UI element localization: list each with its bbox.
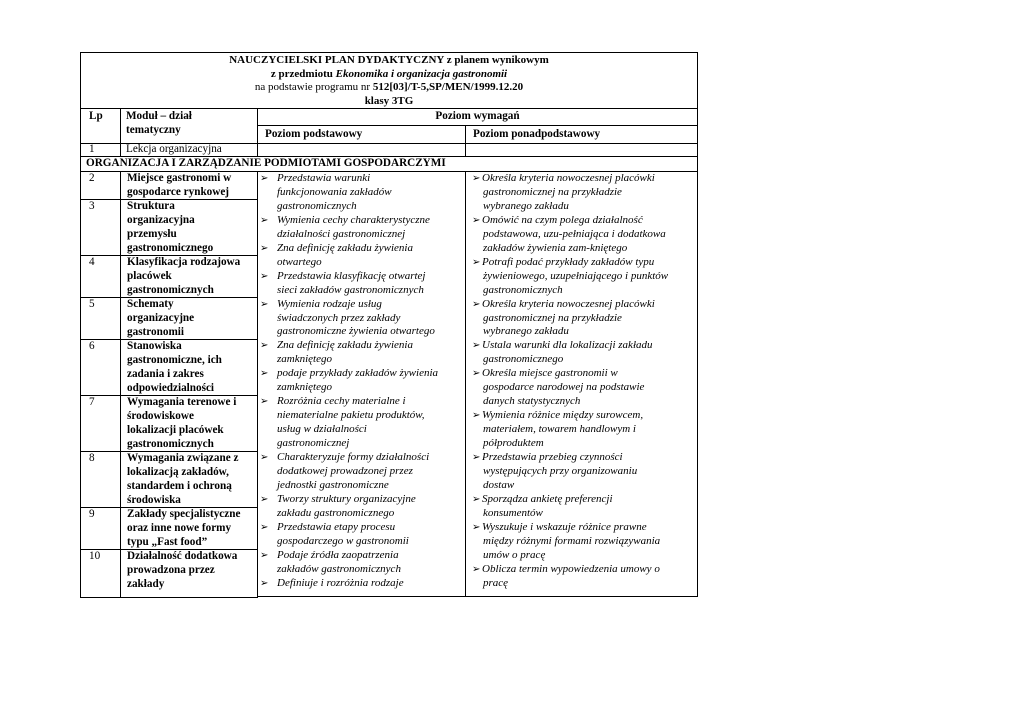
topic-lp-cell <box>80 199 121 256</box>
topic-lp: 9 <box>89 508 95 520</box>
bullet-arrow-icon: ➢ <box>260 368 269 380</box>
requirement-line: Określa kryteria nowoczesnej placówki <box>482 172 655 184</box>
topic-title-line: Wymagania terenowe i <box>127 396 237 408</box>
requirement-line: pracę <box>483 576 509 589</box>
requirement-line: podstawowa, uzu-pełniająca i dodatkowa <box>483 227 666 240</box>
requirement-line: Wymienia różnice między surowcem, <box>482 409 644 422</box>
requirement-line: Sporządza ankietę preferencji <box>482 492 613 505</box>
topic-title-line: gastronomicznych <box>127 284 214 296</box>
topic-title-cell <box>120 297 258 340</box>
basic-requirements-cell <box>257 171 466 597</box>
topic-title-cell <box>120 255 258 298</box>
requirement-line: gastronomicznych <box>277 199 357 212</box>
advanced-level-header-cell <box>465 125 698 144</box>
topic-title-line: oraz inne nowe formy <box>127 522 232 534</box>
requirement-line: umów o pracę <box>483 548 546 561</box>
requirement-line: działalności gastronomicznej <box>277 227 406 240</box>
topic-lp: 10 <box>89 550 101 562</box>
bullet-arrow-icon: ➢ <box>472 214 481 226</box>
requirement-line: Charakteryzuje formy działalności <box>277 451 430 463</box>
row1-title: Lekcja organizacyjna <box>126 143 222 155</box>
plan-title: NAUCZYCIELSKI PLAN DYDAKTYCZNY z planem wynikowym <box>229 54 549 66</box>
advanced-level-header: Poziom ponadpodstawowy <box>473 128 601 140</box>
topic-title-line: gastronomicznych <box>127 438 214 450</box>
requirement-line: konsumentów <box>483 506 543 519</box>
topic-lp: 5 <box>89 298 95 310</box>
bullet-arrow-icon: ➢ <box>472 298 481 310</box>
requirement-line: półproduktem <box>483 437 544 450</box>
topic-title-line: Działalność dodatkowa <box>127 550 238 562</box>
requirement-line: Przedstawia warunki <box>277 172 371 184</box>
topic-title-cell <box>120 451 258 508</box>
topic-lp-cell <box>80 451 121 508</box>
requirement-line: wybranego zakładu <box>483 325 569 338</box>
bullet-arrow-icon: ➢ <box>260 577 269 589</box>
topic-lp: 8 <box>89 452 95 464</box>
document-header <box>80 52 698 109</box>
bullet-arrow-icon: ➢ <box>260 549 269 561</box>
topic-title-line: gastronomicznego <box>127 242 214 254</box>
topic-title-cell <box>120 395 258 452</box>
bullet-arrow-icon: ➢ <box>472 563 481 575</box>
requirement-line: gastronomicznej na przykładzie <box>483 185 622 198</box>
topic-title-line: środowiska <box>127 494 181 506</box>
bullet-arrow-icon: ➢ <box>472 256 481 268</box>
requirement-line: świadczonych przez zakłady <box>277 311 401 324</box>
requirement-line: Wyszukuje i wskazuje różnice prawne <box>482 520 647 533</box>
bullet-arrow-icon: ➢ <box>260 173 269 184</box>
topic-title-cell <box>120 199 258 256</box>
bullet-arrow-icon: ➢ <box>260 340 269 352</box>
topic-title-line: prowadzona przez <box>127 564 215 576</box>
requirement-line: Określa kryteria nowoczesnej placówki <box>482 297 655 310</box>
requirement-line: Oblicza termin wypowiedzenia umowy o <box>482 562 660 575</box>
bullet-arrow-icon: ➢ <box>472 340 481 352</box>
topic-lp-cell <box>80 549 121 598</box>
requirement-line: gastronomicznej <box>277 437 350 450</box>
bullet-arrow-icon: ➢ <box>260 452 269 463</box>
requirement-line: Podaje źródła zaopatrzenia <box>277 548 399 561</box>
requirement-line: Rozróżnia cechy materialne i <box>277 395 406 408</box>
requirement-line: Potrafi podać przykłady zakładów typu <box>482 255 655 268</box>
bullet-arrow-icon: ➢ <box>472 368 481 380</box>
requirement-line: dodatkowej prowadzonej przez <box>277 464 413 477</box>
topic-title-line: odpowiedzialności <box>127 382 215 394</box>
basic-level-header: Poziom podstawowy <box>265 128 363 140</box>
topic-title-line: Stanowiska <box>127 340 182 352</box>
topic-lp: 2 <box>89 172 95 184</box>
topic-title-cell <box>120 339 258 396</box>
requirement-line: podaje przykłady zakładów żywienia <box>277 367 439 380</box>
requirement-line: zamkniętego <box>277 381 332 394</box>
requirement-line: zamkniętego <box>277 353 332 366</box>
requirement-line: Zna definicję zakładu żywienia <box>277 241 413 254</box>
requirement-line: Tworzy struktury organizacyjne <box>277 492 416 505</box>
lp-header-cell <box>80 108 121 144</box>
requirement-line: Przedstawia etapy procesu <box>277 520 396 533</box>
program-number: 512[03]/T-5,SP/MEN/1999.12.20 <box>372 81 524 93</box>
requirement-line: Przedstawia klasyfikację otwartej <box>277 269 426 282</box>
topic-title-line: Wymagania związane z <box>127 452 239 464</box>
requirement-line: między różnymi formami rozwiązywania <box>483 534 661 547</box>
module-header-line2: tematyczny <box>126 124 181 136</box>
requirement-line: Definiuje i rozróżnia rodzaje <box>277 576 404 589</box>
topic-lp: 4 <box>89 256 95 268</box>
requirement-line: gastronomicznej na przykładzie <box>483 311 622 324</box>
requirement-line: zakładu gastronomicznego <box>277 506 395 519</box>
section-title: ORGANIZACJA I ZARZĄDZANIE PODMIOTAMI GOSPODARCZYMI <box>86 157 446 169</box>
topic-lp: 6 <box>89 340 95 352</box>
topic-lp: 7 <box>89 396 95 408</box>
requirement-line: Zna definicję zakładu żywienia <box>277 339 413 352</box>
requirement-line: wybranego zakładu <box>483 199 569 212</box>
requirement-line: funkcjonowania zakładów <box>277 185 392 198</box>
topic-title-line: organizacyjna <box>127 214 195 226</box>
requirement-line: Wymienia rodzaje usług <box>277 297 382 310</box>
requirement-line: gastronomicznych <box>483 283 563 296</box>
topic-title-line: przemysłu <box>127 228 177 240</box>
requirement-line: gastronomiczne żywienia otwartego <box>277 325 435 338</box>
bullet-arrow-icon: ➢ <box>260 270 269 282</box>
topic-title-line: lokalizacją zakładów, <box>127 466 229 478</box>
advanced-requirements-cell <box>465 171 698 597</box>
topic-title-line: placówek <box>127 270 172 282</box>
topic-title-line: Zakłady specjalistyczne <box>127 508 241 520</box>
requirement-line: otwartego <box>277 255 322 268</box>
bullet-arrow-icon: ➢ <box>260 298 269 310</box>
requirement-line: gastronomicznego <box>483 353 564 366</box>
module-header-line1: Moduł – dział <box>126 110 192 122</box>
bullet-arrow-icon: ➢ <box>260 396 269 408</box>
requirement-line: jednostki gastronomiczne <box>277 478 389 491</box>
row1-title-cell <box>120 143 258 157</box>
topic-lp-cell <box>80 171 121 200</box>
section-title-cell <box>80 156 698 172</box>
topic-title-line: Struktura <box>127 200 175 212</box>
bullet-arrow-icon: ➢ <box>260 242 269 254</box>
requirement-line: gospodarce narodowej na podstawie <box>483 381 645 394</box>
topic-lp-cell <box>80 395 121 452</box>
requirement-line: występujących przy organizowaniu <box>483 464 638 477</box>
topic-lp-cell <box>80 339 121 396</box>
topic-lp-cell <box>80 297 121 340</box>
topic-title-line: Schematy <box>127 298 174 310</box>
requirements-header: Poziom wymagań <box>435 110 520 122</box>
topic-title-cell <box>120 171 258 200</box>
topic-title-line: środowiskowe <box>127 410 194 422</box>
class-label: klasy 3TG <box>364 94 414 107</box>
bullet-arrow-icon: ➢ <box>260 214 269 226</box>
requirement-line: materiałem, towarem handlowym i <box>483 423 636 436</box>
topic-lp-cell <box>80 507 121 550</box>
topic-title-line: lokalizacji placówek <box>127 424 224 436</box>
topic-title-line: Klasyfikacja rodzajowa <box>127 256 241 268</box>
requirement-line: Przedstawia przebieg czynności <box>482 451 623 463</box>
row1-lp-cell <box>80 143 121 157</box>
topic-title-line: zakłady <box>127 578 165 590</box>
requirement-line: sieci zakładów gastronomicznych <box>277 283 424 296</box>
module-header-cell <box>120 108 258 144</box>
bullet-arrow-icon: ➢ <box>260 493 269 505</box>
requirement-line: Określa miejsce gastronomii w <box>482 367 618 380</box>
row1-advanced-cell <box>465 143 698 157</box>
topic-title-line: standardem i ochroną <box>127 480 232 492</box>
bullet-arrow-icon: ➢ <box>472 173 481 184</box>
topic-lp: 3 <box>89 200 95 212</box>
bullet-arrow-icon: ➢ <box>260 521 269 533</box>
requirement-line: gospodarczego w gastronomii <box>277 534 409 547</box>
requirement-line: Ustala warunki dla lokalizacji zakładu <box>482 339 653 352</box>
requirement-line: Wymienia cechy charakterystyczne <box>277 213 430 226</box>
bullet-arrow-icon: ➢ <box>472 493 481 505</box>
requirements-header-cell <box>257 108 698 126</box>
requirement-line: danych statystycznych <box>483 395 581 408</box>
row1-lp: 1 <box>89 143 95 155</box>
row1-basic-cell <box>257 143 466 157</box>
requirement-line: zakładów żywienia zam-kniętego <box>483 241 628 254</box>
topic-title-line: Miejsce gastronomi w <box>127 172 232 184</box>
basic-level-header-cell <box>257 125 466 144</box>
requirement-line: niematerialne pakietu produktów, <box>277 409 425 422</box>
topic-title-line: organizacyjne <box>127 312 195 324</box>
topic-title-line: gospodarce rynkowej <box>127 186 230 198</box>
bullet-arrow-icon: ➢ <box>472 410 481 422</box>
program-prefix: na podstawie programu nr <box>254 81 373 93</box>
topic-title-cell <box>120 507 258 550</box>
topic-title-line: gastronomii <box>127 326 184 338</box>
requirement-line: usług w działalności <box>277 423 367 436</box>
topic-title-line: zadania i zakres <box>127 368 204 380</box>
subject-name: Ekonomika i organizacja gastronomii <box>335 67 508 80</box>
topic-title-cell <box>120 549 258 598</box>
topic-title-line: typu „Fast food” <box>127 536 208 548</box>
requirement-line: żywieniowego, uzupełniającego i punktów <box>483 269 669 282</box>
lp-header: Lp <box>89 110 103 122</box>
bullet-arrow-icon: ➢ <box>472 452 481 463</box>
subject-prefix: z przedmiotu <box>270 67 336 80</box>
requirement-line: Omówić na czym polega działalność <box>482 213 643 226</box>
topic-title-line: gastronomiczne, ich <box>127 354 222 366</box>
requirement-line: zakładów gastronomicznych <box>277 562 401 575</box>
bullet-arrow-icon: ➢ <box>472 521 481 533</box>
topic-lp-cell <box>80 255 121 298</box>
requirement-line: dostaw <box>483 478 515 491</box>
